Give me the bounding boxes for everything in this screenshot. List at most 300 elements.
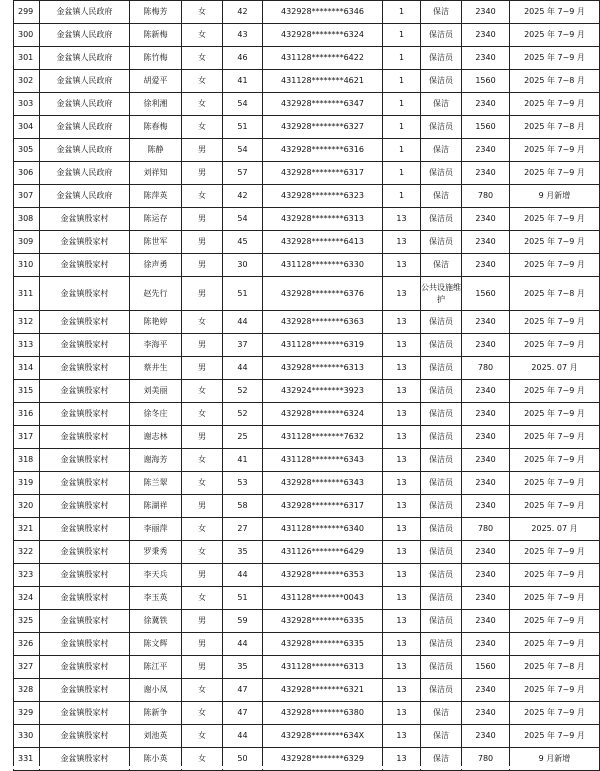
cell-amount: 2340 [462, 208, 510, 231]
cell-id-number: 431128********0043 [263, 587, 383, 610]
cell-period: 2025 年 7~9 月 [510, 426, 600, 449]
cell-row-number: 330 [14, 725, 40, 748]
cell-category: 13 [383, 426, 421, 449]
cell-id-number: 432928********6380 [263, 702, 383, 725]
cell-person-name: 李天兵 [130, 564, 182, 587]
cell-row-number: 299 [14, 1, 40, 24]
cell-unit-name: 金盆镇人民政府 [40, 1, 130, 24]
cell-gender: 男 [182, 610, 223, 633]
cell-period: 2025. 07 月 [510, 357, 600, 380]
cell-age: 44 [223, 357, 263, 380]
cell-category: 13 [383, 380, 421, 403]
cell-row-number: 324 [14, 587, 40, 610]
cell-gender: 女 [182, 725, 223, 748]
cell-amount: 2340 [462, 449, 510, 472]
cell-person-name: 李丽萍 [130, 518, 182, 541]
cell-id-number: 431128********6340 [263, 518, 383, 541]
cell-amount: 2340 [462, 725, 510, 748]
cell-id-number: 432928********6335 [263, 633, 383, 656]
cell-row-number: 326 [14, 633, 40, 656]
cell-job-post: 保洁员 [421, 231, 462, 254]
cell-job-post: 保洁员 [421, 472, 462, 495]
cell-job-post: 保洁员 [421, 380, 462, 403]
cell-gender: 女 [182, 541, 223, 564]
cell-gender: 男 [182, 564, 223, 587]
cell-age: 37 [223, 334, 263, 357]
cell-person-name: 刘祥知 [130, 162, 182, 185]
cell-age: 54 [223, 93, 263, 116]
cell-amount: 2340 [462, 610, 510, 633]
cell-id-number: 431128********6319 [263, 334, 383, 357]
cell-person-name: 徐利湘 [130, 93, 182, 116]
cell-unit-name: 金盆镇殷家村 [40, 725, 130, 748]
table-row [14, 208, 600, 231]
cell-id-number: 432928********6316 [263, 139, 383, 162]
cell-category: 13 [383, 449, 421, 472]
cell-row-number: 327 [14, 656, 40, 679]
cell-age: 52 [223, 403, 263, 426]
cell-age: 42 [223, 185, 263, 208]
cell-category: 1 [383, 185, 421, 208]
cell-period: 2025 年 7~9 月 [510, 254, 600, 277]
cell-gender: 女 [182, 472, 223, 495]
cell-row-number: 302 [14, 70, 40, 93]
cell-row-number: 315 [14, 380, 40, 403]
cell-age: 44 [223, 311, 263, 334]
cell-row-number: 303 [14, 93, 40, 116]
cell-period: 2025 年 7~9 月 [510, 495, 600, 518]
table-row [14, 93, 600, 116]
cell-row-number: 306 [14, 162, 40, 185]
cell-period: 2025 年 7~9 月 [510, 93, 600, 116]
cell-row-number: 317 [14, 426, 40, 449]
cell-category: 13 [383, 334, 421, 357]
cell-id-number: 431128********7632 [263, 426, 383, 449]
cell-age: 52 [223, 380, 263, 403]
cell-job-post: 保洁 [421, 1, 462, 24]
cell-person-name: 李海平 [130, 334, 182, 357]
cell-age: 53 [223, 472, 263, 495]
table-row [14, 311, 600, 334]
cell-unit-name: 金盆镇殷家村 [40, 277, 130, 311]
cell-age: 58 [223, 495, 263, 518]
page-bottom-margin [0, 766, 567, 769]
cell-unit-name: 金盆镇人民政府 [40, 47, 130, 70]
cell-unit-name: 金盆镇人民政府 [40, 116, 130, 139]
cell-period: 2025 年 7~9 月 [510, 162, 600, 185]
cell-period: 9 月新增 [510, 185, 600, 208]
cell-gender: 男 [182, 495, 223, 518]
cell-unit-name: 金盆镇殷家村 [40, 702, 130, 725]
cell-category: 1 [383, 116, 421, 139]
cell-category: 13 [383, 277, 421, 311]
cell-amount: 2340 [462, 139, 510, 162]
table-row [14, 725, 600, 748]
table-row [14, 254, 600, 277]
cell-period: 2025 年 7~9 月 [510, 1, 600, 24]
cell-amount: 2340 [462, 47, 510, 70]
table-row [14, 1, 600, 24]
cell-unit-name: 金盆镇殷家村 [40, 334, 130, 357]
cell-person-name: 徐声勇 [130, 254, 182, 277]
cell-period: 9 月新增 [510, 748, 600, 771]
table-row [14, 587, 600, 610]
cell-unit-name: 金盆镇殷家村 [40, 518, 130, 541]
cell-category: 13 [383, 403, 421, 426]
cell-person-name: 陈新争 [130, 702, 182, 725]
cell-amount: 2340 [462, 403, 510, 426]
cell-period: 2025 年 7~9 月 [510, 472, 600, 495]
cell-person-name: 陈新梅 [130, 24, 182, 47]
cell-row-number: 320 [14, 495, 40, 518]
cell-gender: 女 [182, 449, 223, 472]
cell-id-number: 432928********6335 [263, 610, 383, 633]
cell-row-number: 312 [14, 311, 40, 334]
cell-id-number: 432928********6346 [263, 1, 383, 24]
cell-id-number: 432928********6343 [263, 472, 383, 495]
cell-category: 13 [383, 541, 421, 564]
cell-row-number: 328 [14, 679, 40, 702]
cell-person-name: 谢海芳 [130, 449, 182, 472]
cell-id-number: 431128********4621 [263, 70, 383, 93]
cell-job-post: 保洁员 [421, 449, 462, 472]
table-row [14, 426, 600, 449]
table-row [14, 495, 600, 518]
cell-id-number: 432928********6329 [263, 748, 383, 771]
cell-gender: 女 [182, 679, 223, 702]
cell-period: 2025 年 7~9 月 [510, 725, 600, 748]
cell-amount: 2340 [462, 254, 510, 277]
cell-period: 2025 年 7~9 月 [510, 449, 600, 472]
cell-amount: 1560 [462, 70, 510, 93]
table-row [14, 334, 600, 357]
cell-job-post: 保洁员 [421, 47, 462, 70]
cell-category: 1 [383, 1, 421, 24]
cell-age: 25 [223, 426, 263, 449]
cell-row-number: 318 [14, 449, 40, 472]
cell-period: 2025. 07 月 [510, 518, 600, 541]
cell-gender: 男 [182, 426, 223, 449]
cell-period: 2025 年 7~9 月 [510, 587, 600, 610]
cell-period: 2025 年 7~9 月 [510, 633, 600, 656]
cell-job-post: 保洁 [421, 139, 462, 162]
cell-age: 45 [223, 231, 263, 254]
cell-category: 1 [383, 24, 421, 47]
cell-row-number: 308 [14, 208, 40, 231]
cell-job-post: 保洁员 [421, 610, 462, 633]
cell-period: 2025 年 7~9 月 [510, 702, 600, 725]
cell-job-post: 保洁 [421, 254, 462, 277]
cell-id-number: 432928********6317 [263, 495, 383, 518]
table-row [14, 231, 600, 254]
roster-body [14, 1, 600, 771]
cell-unit-name: 金盆镇殷家村 [40, 656, 130, 679]
worker-roster-table [13, 0, 600, 771]
cell-category: 13 [383, 208, 421, 231]
cell-person-name: 陈萍英 [130, 185, 182, 208]
cell-unit-name: 金盆镇殷家村 [40, 633, 130, 656]
cell-person-name: 刘美丽 [130, 380, 182, 403]
cell-id-number: 432928********6321 [263, 679, 383, 702]
cell-person-name: 赵先行 [130, 277, 182, 311]
cell-period: 2025 年 7~9 月 [510, 24, 600, 47]
cell-category: 13 [383, 656, 421, 679]
cell-category: 1 [383, 70, 421, 93]
cell-unit-name: 金盆镇殷家村 [40, 449, 130, 472]
cell-amount: 2340 [462, 564, 510, 587]
table-row [14, 162, 600, 185]
cell-unit-name: 金盆镇殷家村 [40, 541, 130, 564]
cell-gender: 男 [182, 357, 223, 380]
cell-job-post: 公共设施维护 [421, 277, 462, 311]
cell-person-name: 徐冀铁 [130, 610, 182, 633]
cell-gender: 女 [182, 311, 223, 334]
cell-unit-name: 金盆镇殷家村 [40, 610, 130, 633]
cell-age: 54 [223, 139, 263, 162]
cell-job-post: 保洁员 [421, 541, 462, 564]
cell-row-number: 316 [14, 403, 40, 426]
cell-row-number: 329 [14, 702, 40, 725]
cell-person-name: 陈运存 [130, 208, 182, 231]
cell-gender: 女 [182, 93, 223, 116]
cell-amount: 780 [462, 748, 510, 771]
cell-id-number: 432928********6313 [263, 357, 383, 380]
cell-job-post: 保洁员 [421, 116, 462, 139]
cell-job-post: 保洁员 [421, 633, 462, 656]
cell-person-name: 陈春梅 [130, 116, 182, 139]
cell-period: 2025 年 7~9 月 [510, 231, 600, 254]
table-row [14, 139, 600, 162]
cell-age: 41 [223, 449, 263, 472]
cell-person-name: 罗秉秀 [130, 541, 182, 564]
cell-age: 47 [223, 679, 263, 702]
cell-gender: 女 [182, 702, 223, 725]
table-row [14, 47, 600, 70]
cell-id-number: 432928********6413 [263, 231, 383, 254]
cell-person-name: 陈湖祥 [130, 495, 182, 518]
cell-person-name: 刘池英 [130, 725, 182, 748]
cell-age: 44 [223, 725, 263, 748]
cell-person-name: 陈小英 [130, 748, 182, 771]
cell-id-number: 431128********6313 [263, 656, 383, 679]
cell-row-number: 314 [14, 357, 40, 380]
cell-gender: 男 [182, 254, 223, 277]
cell-period: 2025 年 7~9 月 [510, 610, 600, 633]
cell-job-post: 保洁 [421, 702, 462, 725]
cell-age: 54 [223, 208, 263, 231]
cell-amount: 780 [462, 357, 510, 380]
cell-unit-name: 金盆镇殷家村 [40, 564, 130, 587]
cell-amount: 2340 [462, 495, 510, 518]
cell-job-post: 保洁员 [421, 656, 462, 679]
cell-amount: 2340 [462, 702, 510, 725]
cell-category: 1 [383, 93, 421, 116]
cell-person-name: 陈兰翠 [130, 472, 182, 495]
cell-unit-name: 金盆镇人民政府 [40, 139, 130, 162]
cell-category: 13 [383, 748, 421, 771]
cell-category: 13 [383, 518, 421, 541]
cell-job-post: 保洁员 [421, 311, 462, 334]
cell-amount: 1560 [462, 116, 510, 139]
cell-age: 44 [223, 633, 263, 656]
cell-age: 51 [223, 587, 263, 610]
cell-gender: 女 [182, 587, 223, 610]
cell-person-name: 陈竹梅 [130, 47, 182, 70]
cell-gender: 女 [182, 116, 223, 139]
table-row [14, 679, 600, 702]
cell-unit-name: 金盆镇殷家村 [40, 748, 130, 771]
table-row [14, 380, 600, 403]
cell-amount: 2340 [462, 541, 510, 564]
cell-row-number: 307 [14, 185, 40, 208]
cell-gender: 男 [182, 277, 223, 311]
cell-gender: 女 [182, 518, 223, 541]
cell-amount: 2340 [462, 162, 510, 185]
cell-job-post: 保洁员 [421, 518, 462, 541]
cell-unit-name: 金盆镇殷家村 [40, 231, 130, 254]
cell-person-name: 陈江平 [130, 656, 182, 679]
cell-gender: 女 [182, 47, 223, 70]
cell-row-number: 304 [14, 116, 40, 139]
cell-job-post: 保洁员 [421, 208, 462, 231]
cell-job-post: 保洁 [421, 185, 462, 208]
cell-id-number: 432928********6347 [263, 93, 383, 116]
cell-gender: 女 [182, 70, 223, 93]
cell-gender: 男 [182, 633, 223, 656]
cell-id-number: 432928********6323 [263, 185, 383, 208]
cell-gender: 男 [182, 334, 223, 357]
cell-gender: 男 [182, 656, 223, 679]
table-row [14, 472, 600, 495]
cell-id-number: 431128********6330 [263, 254, 383, 277]
cell-job-post: 保洁员 [421, 587, 462, 610]
cell-unit-name: 金盆镇人民政府 [40, 93, 130, 116]
cell-age: 59 [223, 610, 263, 633]
cell-period: 2025 年 7~9 月 [510, 679, 600, 702]
cell-person-name: 陈艳婷 [130, 311, 182, 334]
cell-id-number: 432928********6363 [263, 311, 383, 334]
cell-age: 47 [223, 702, 263, 725]
cell-row-number: 313 [14, 334, 40, 357]
cell-period: 2025 年 7~8 月 [510, 656, 600, 679]
cell-unit-name: 金盆镇殷家村 [40, 380, 130, 403]
cell-job-post: 保洁员 [421, 403, 462, 426]
cell-category: 13 [383, 357, 421, 380]
cell-amount: 2340 [462, 334, 510, 357]
cell-age: 30 [223, 254, 263, 277]
cell-id-number: 432928********6313 [263, 208, 383, 231]
cell-age: 50 [223, 748, 263, 771]
cell-amount: 1560 [462, 656, 510, 679]
table-row [14, 403, 600, 426]
cell-amount: 2340 [462, 311, 510, 334]
cell-category: 13 [383, 472, 421, 495]
cell-category: 13 [383, 610, 421, 633]
cell-category: 13 [383, 725, 421, 748]
cell-period: 2025 年 7~8 月 [510, 70, 600, 93]
cell-period: 2025 年 7~9 月 [510, 47, 600, 70]
cell-amount: 2340 [462, 679, 510, 702]
table-row [14, 116, 600, 139]
table-row [14, 518, 600, 541]
table-row [14, 24, 600, 47]
cell-gender: 男 [182, 139, 223, 162]
cell-job-post: 保洁员 [421, 426, 462, 449]
cell-gender: 女 [182, 185, 223, 208]
cell-id-number: 432928********6317 [263, 162, 383, 185]
cell-row-number: 325 [14, 610, 40, 633]
cell-id-number: 431128********6422 [263, 47, 383, 70]
cell-category: 13 [383, 633, 421, 656]
cell-amount: 2340 [462, 426, 510, 449]
table-row [14, 633, 600, 656]
cell-row-number: 309 [14, 231, 40, 254]
cell-unit-name: 金盆镇殷家村 [40, 254, 130, 277]
cell-id-number: 432928********6324 [263, 24, 383, 47]
cell-gender: 女 [182, 24, 223, 47]
cell-person-name: 陈梅芳 [130, 1, 182, 24]
cell-period: 2025 年 7~9 月 [510, 564, 600, 587]
cell-age: 51 [223, 116, 263, 139]
cell-amount: 780 [462, 185, 510, 208]
cell-person-name: 胡爱平 [130, 70, 182, 93]
cell-category: 13 [383, 564, 421, 587]
cell-amount: 1560 [462, 277, 510, 311]
cell-unit-name: 金盆镇殷家村 [40, 403, 130, 426]
table-row [14, 564, 600, 587]
cell-unit-name: 金盆镇殷家村 [40, 357, 130, 380]
cell-amount: 2340 [462, 1, 510, 24]
cell-amount: 2340 [462, 380, 510, 403]
cell-person-name: 李玉英 [130, 587, 182, 610]
cell-period: 2025 年 7~9 月 [510, 208, 600, 231]
cell-person-name: 谢志林 [130, 426, 182, 449]
cell-unit-name: 金盆镇人民政府 [40, 24, 130, 47]
cell-id-number: 432928********6353 [263, 564, 383, 587]
cell-id-number: 432928********634X [263, 725, 383, 748]
cell-period: 2025 年 7~9 月 [510, 403, 600, 426]
cell-category: 13 [383, 702, 421, 725]
cell-unit-name: 金盆镇殷家村 [40, 208, 130, 231]
cell-age: 27 [223, 518, 263, 541]
cell-gender: 男 [182, 208, 223, 231]
cell-amount: 2340 [462, 587, 510, 610]
cell-row-number: 323 [14, 564, 40, 587]
cell-unit-name: 金盆镇人民政府 [40, 185, 130, 208]
cell-age: 51 [223, 277, 263, 311]
cell-id-number: 431126********6429 [263, 541, 383, 564]
cell-period: 2025 年 7~9 月 [510, 541, 600, 564]
cell-row-number: 310 [14, 254, 40, 277]
cell-unit-name: 金盆镇殷家村 [40, 679, 130, 702]
cell-amount: 2340 [462, 231, 510, 254]
cell-category: 1 [383, 162, 421, 185]
cell-amount: 2340 [462, 472, 510, 495]
cell-job-post: 保洁员 [421, 495, 462, 518]
cell-age: 43 [223, 24, 263, 47]
table-row [14, 357, 600, 380]
cell-job-post: 保洁 [421, 725, 462, 748]
table-row [14, 541, 600, 564]
cell-row-number: 301 [14, 47, 40, 70]
cell-person-name: 陈静 [130, 139, 182, 162]
cell-unit-name: 金盆镇人民政府 [40, 162, 130, 185]
cell-person-name: 徐冬庄 [130, 403, 182, 426]
cell-category: 13 [383, 311, 421, 334]
cell-unit-name: 金盆镇人民政府 [40, 70, 130, 93]
cell-row-number: 311 [14, 277, 40, 311]
cell-period: 2025 年 7~9 月 [510, 139, 600, 162]
